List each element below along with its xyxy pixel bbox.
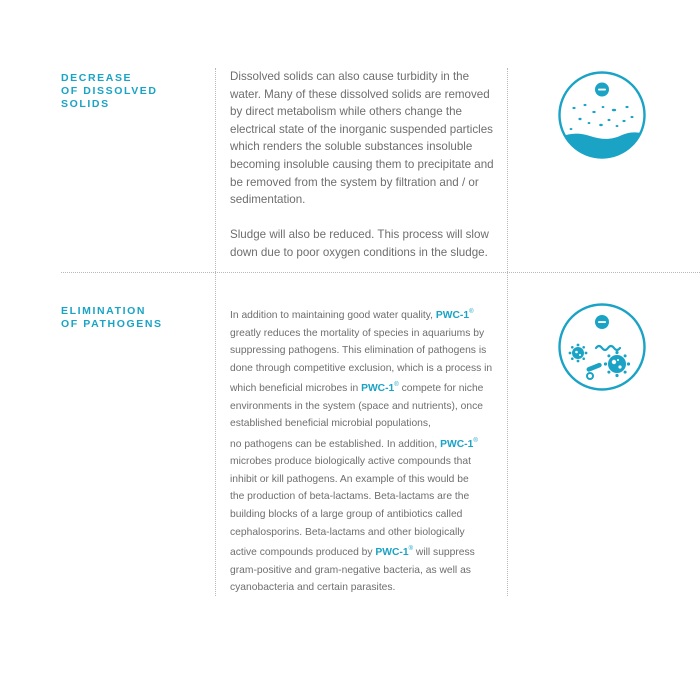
text-line: established beneficial microbial populations, (230, 418, 431, 430)
text-line: done through competitive exclusion, which is a process in (230, 362, 493, 374)
text-line: building blocks of a large group of antibiotics called (230, 509, 463, 521)
paragraph: Sludge will also be reduced. This process will slow down due to poor oxygen conditions in the sludge. (230, 228, 489, 259)
dissolved-solids-icon (556, 69, 648, 161)
section-heading (61, 305, 163, 331)
text-segment: no pathogens can be established. In addition, (230, 438, 438, 450)
text-line (230, 541, 498, 562)
text-segment: In addition to maintaining good water quality, (230, 310, 434, 321)
text-line: gram-positive and gram-negative bacteria, as well as (230, 564, 471, 576)
section-heading (61, 72, 158, 111)
pathogens-icon (556, 301, 648, 393)
text-segment: which beneficial microbes in (230, 383, 359, 395)
brand-name: PWC-1® (361, 382, 399, 395)
section-body (230, 68, 502, 262)
paragraph: Dissolved solids can also cause turbidity in the water. Many of these dissolved solids are removed by direct metabolism while others change the electrical state of the inorganic suspended particles which renders the soluble substances insoluble becoming insoluble causing them to precipitate and be removed from the system by filtration and / or sedimentation. (230, 70, 494, 207)
column-divider-left (215, 68, 216, 596)
heading-line: DECREASE (61, 72, 133, 84)
text-line: cyanobacteria and certain parasites. (230, 582, 396, 594)
text-line (230, 377, 498, 398)
text-segment: will suppress (415, 547, 475, 559)
brand-name: PWC-1® (440, 437, 478, 450)
column-divider-right (507, 68, 508, 596)
text-segment: compete for niche (401, 383, 484, 395)
heading-line: OF PATHOGENS (61, 318, 163, 330)
text-line: microbes produce biologically active compounds that (230, 456, 471, 468)
text-line: the production of beta-lactams. Beta-lactams are the (230, 491, 470, 503)
heading-line: ELIMINATION (61, 305, 147, 317)
text-line (230, 304, 498, 325)
brand-name: PWC-1® (375, 546, 414, 559)
section-body (230, 304, 498, 597)
text-line: inhibit or kill pathogens. An example of this would be (230, 473, 469, 485)
text-segment: active compounds produced by (230, 547, 373, 559)
section-divider (61, 272, 700, 273)
brand-name: PWC-1® (435, 309, 474, 321)
text-line: cephalosporins. Beta-lactams and other biologically (230, 526, 465, 538)
paragraph (230, 304, 498, 597)
heading-line: SOLIDS (61, 98, 110, 110)
text-line: environments in the system (space and nutrients), once (230, 400, 483, 412)
text-line: suppressing pathogens. This elimination of pathogens is (230, 345, 487, 357)
text-line (230, 433, 498, 454)
heading-line: OF DISSOLVED (61, 85, 158, 97)
text-line: greatly reduces the mortality of species in aquariums by (230, 327, 485, 339)
